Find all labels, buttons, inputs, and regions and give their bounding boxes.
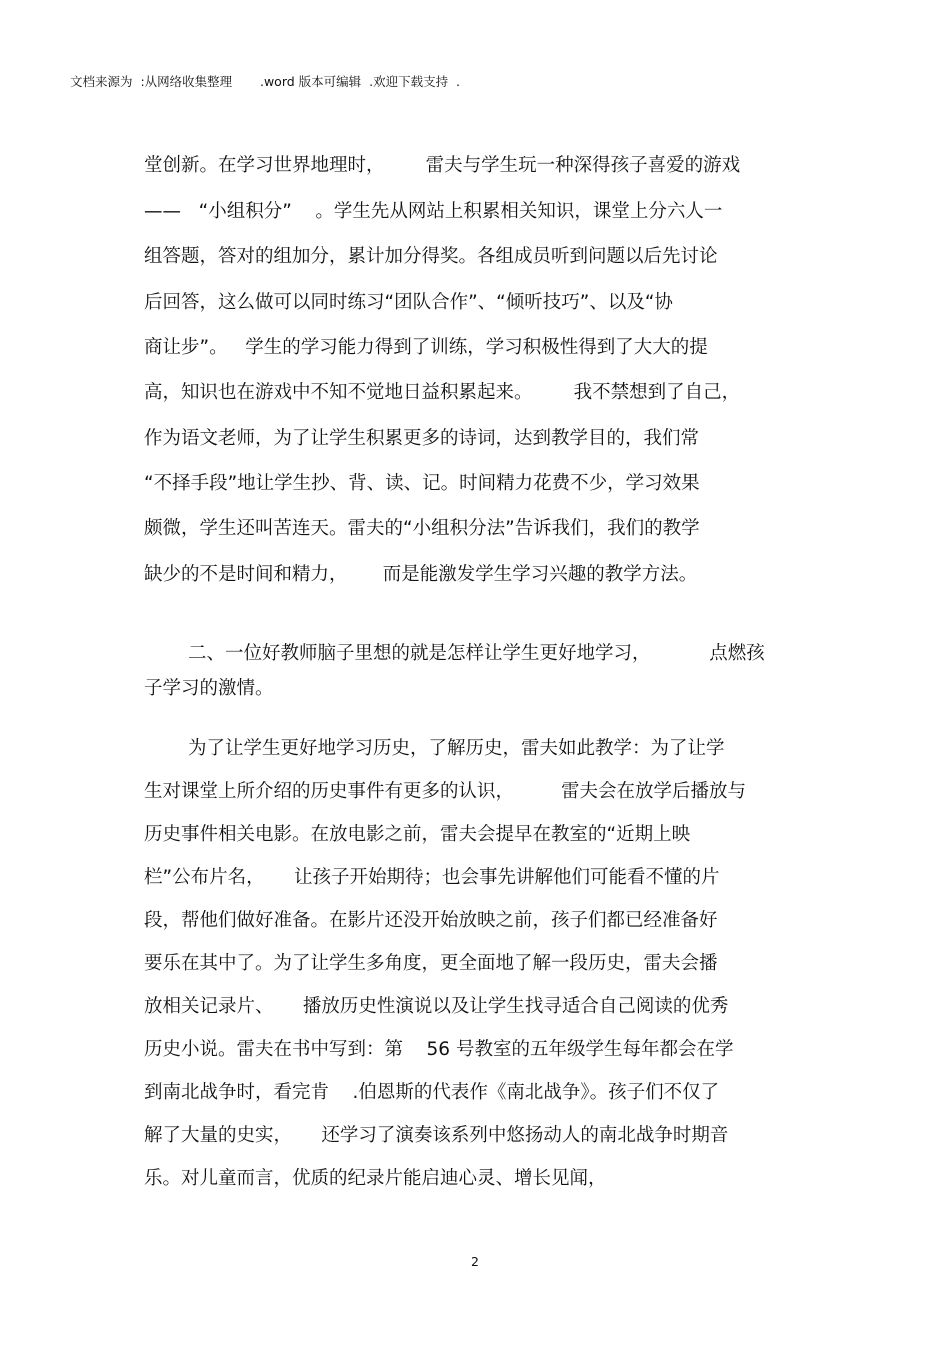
paragraph-line: 段，帮他们做好准备。在影片还没开始放映之前，孩子们都已经准备好 <box>144 910 718 931</box>
paragraph-line: 缺少的不是时间和精力， 而是能激发学生学习兴趣的教学方法。 <box>144 564 698 585</box>
paragraph-line: 历史小说。雷夫在书中写到：第 56 号教室的五年级学生每年都会在学 <box>144 1039 734 1060</box>
paragraph-line: 作为语文老师，为了让学生积累更多的诗词，达到教学目的，我们常 <box>144 428 700 449</box>
paragraph-line: 要乐在其中了。为了让学生多角度，更全面地了解一段历史，雷夫会播 <box>144 953 718 974</box>
paragraph-line: 栏”公布片名， 让孩子开始期待；也会事先讲解他们可能看不懂的片 <box>144 867 720 888</box>
paragraph-line: 乐。对儿童而言，优质的纪录片能启迪心灵、增长见闻， <box>144 1168 607 1189</box>
paragraph-line: 为了让学生更好地学习历史，了解历史，雷夫如此教学：为了让学 <box>188 738 725 759</box>
paragraph-line: 到南北战争时，看完肯 .伯恩斯的代表作《南北战争》。孩子们不仅了 <box>144 1082 720 1103</box>
paragraph-line: 堂创新。在学习世界地理时， 雷夫与学生玩一种深得孩子喜爱的游戏 <box>144 155 741 176</box>
paragraph-line: 后回答，这么做可以同时练习“团队合作”、“倾听技巧”、以及“协 <box>144 292 673 313</box>
paragraph-line: 生对课堂上所介绍的历史事件有更多的认识， 雷夫会在放学后播放与 <box>144 781 747 802</box>
page-header: 文档来源为 :从网络收集整理 .word 版本可编辑 .欢迎下载支持 . <box>70 74 460 89</box>
paragraph-line: 高，知识也在游戏中不知不觉地日益积累起来。 我不禁想到了自己， <box>144 382 741 403</box>
paragraph-line: 解了大量的史实， 还学习了演奏该系列中悠扬动人的南北战争时期音 <box>144 1125 729 1146</box>
paragraph-line: —— “小组积分” 。学生先从网站上积累相关知识，课堂上分六人一 <box>144 201 723 222</box>
paragraph-line: 商让步”。 学生的学习能力得到了训练，学习积极性得到了大大的提 <box>144 337 708 358</box>
paragraph-line: 颇微，学生还叫苦连天。雷夫的“小组积分法”告诉我们，我们的教学 <box>144 518 700 539</box>
page-number: 2 <box>471 1254 479 1269</box>
paragraph-line: 组答题，答对的组加分，累计加分得奖。各组成员听到问题以后先讨论 <box>144 246 718 267</box>
paragraph-line: 历史事件相关电影。在放电影之前，雷夫会提早在教室的“近期上映 <box>144 824 691 845</box>
paragraph-line: “不择手段”地让学生抄、背、读、记。时间精力花费不少，学习效果 <box>144 473 700 494</box>
section-heading-line: 二、一位好教师脑子里想的就是怎样让学生更好地学习， 点燃孩 <box>188 643 765 664</box>
paragraph-line: 放相关记录片、 播放历史性演说以及让学生找寻适合自己阅读的优秀 <box>144 996 729 1017</box>
section-heading-line: 子学习的激情。 <box>144 678 274 699</box>
